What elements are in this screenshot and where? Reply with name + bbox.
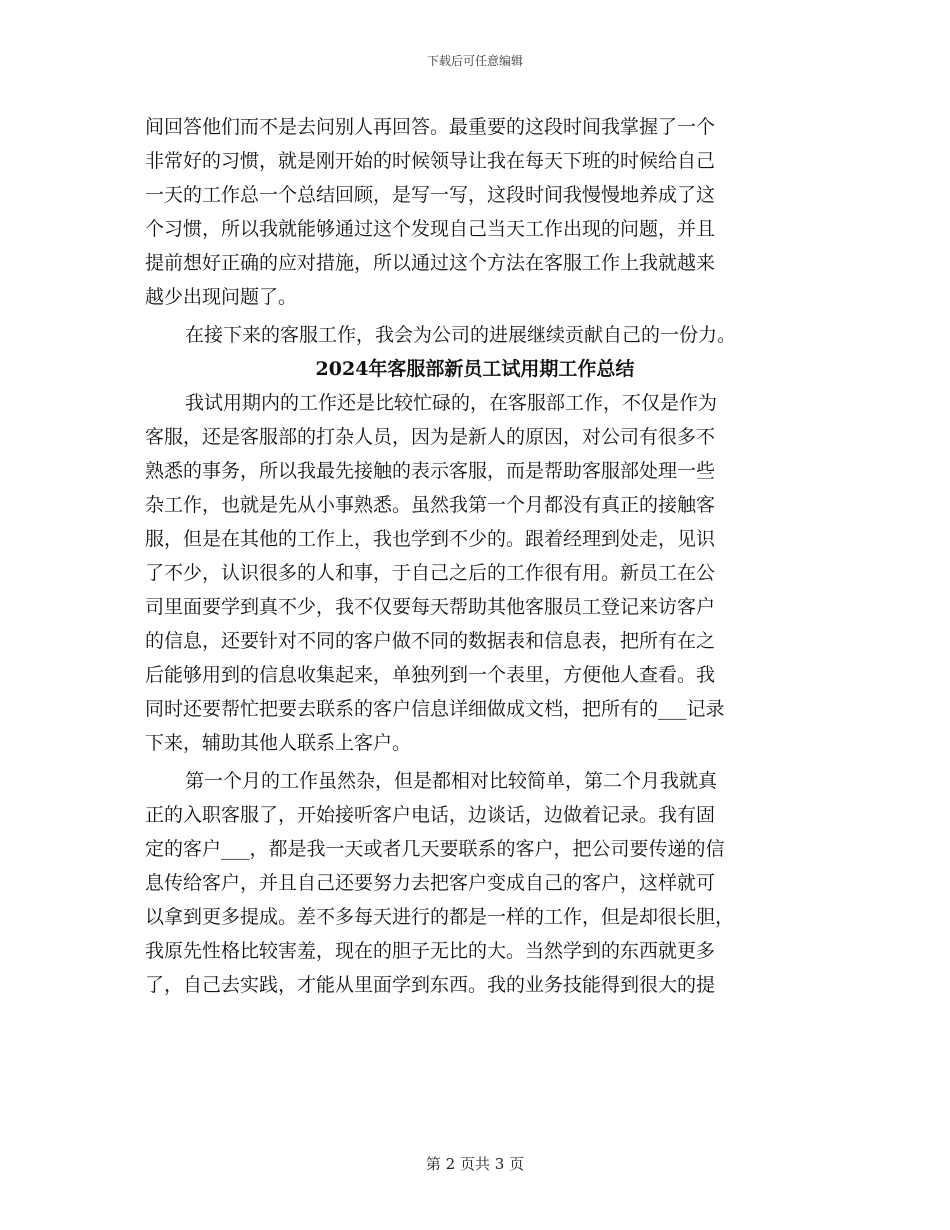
page-header: 下载后可任意编辑 (426, 54, 523, 68)
text-line: 了，自己去实践，才能从里面学到东西。我的业务技能得到很大的提 (145, 974, 716, 996)
text-line: 我试用期内的工作还是比较忙碌的，在客服部工作，不仅是作为 (185, 392, 718, 414)
document-body (0, 110, 950, 1002)
paragraph-4 (0, 764, 950, 1002)
text-line: 一天的工作总一个总结回顾，是写一写，这段时间我慢慢地养成了这 (145, 184, 716, 206)
text-line: 以拿到更多提成。差不多每天进行的都是一样的工作，但是却很长胆， (145, 906, 735, 928)
text-line: 同时还要帮忙把要去联系的客户信息详细做成文档，把所有的___记录 (145, 698, 725, 720)
text-line: 个习惯，所以我就能够通过这个发现自己当天工作出现的问题，并且 (145, 218, 716, 240)
text-line: 息传给客户，并且自己还要努力去把客户变成自己的客户，这样就可 (145, 872, 716, 894)
paragraph-3 (0, 386, 950, 760)
section-title: 2024年客服部新员工试用期工作总结 (315, 358, 635, 380)
text-line: 司里面要学到真不少，我不仅要每天帮助其他客服员工登记来访客户 (145, 596, 716, 618)
text-line: 在接下来的客服工作，我会为公司的进展继续贡献自己的一份力。 (185, 324, 737, 346)
text-line: 提前想好正确的应对措施，所以通过这个方法在客服工作上我就越来 (145, 252, 716, 274)
text-line: 客服，还是客服部的打杂人员，因为是新人的原因，对公司有很多不 (145, 426, 716, 448)
text-line: 杂工作，也就是先从小事熟悉。虽然我第一个月都没有真正的接触客 (145, 494, 716, 516)
text-line: 间回答他们而不是去问别人再回答。最重要的这段时间我掌握了一个 (145, 116, 716, 138)
text-line: 的信息，还要针对不同的客户做不同的数据表和信息表，把所有在之 (145, 630, 716, 652)
text-line: 我原先性格比较害羞，现在的胆子无比的大。当然学到的东西就更多 (145, 940, 716, 962)
text-line: 下来，辅助其他人联系上客户。 (145, 732, 412, 754)
paragraph-1 (0, 110, 950, 314)
text-line: 定的客户___，都是我一天或者几天要联系的客户，把公司要传递的信 (145, 838, 725, 860)
paragraph-2 (0, 318, 950, 352)
text-line: 服，但是在其他的工作上，我也学到不少的。跟着经理到处走，见识 (145, 528, 716, 550)
text-line: 第一个月的工作虽然杂，但是都相对比较简单，第二个月我就真 (185, 770, 718, 792)
text-line: 了不少，认识很多的人和事，于自己之后的工作很有用。新员工在公 (145, 562, 716, 584)
page-number-footer: 第 2 页共 3 页 (425, 1155, 525, 1173)
text-line: 后能够用到的信息收集起来，单独列到一个表里，方便他人查看。我 (145, 664, 716, 686)
text-line: 越少出现问题了。 (145, 286, 298, 308)
text-line: 非常好的习惯，就是刚开始的时候领导让我在每天下班的时候给自己 (145, 150, 716, 172)
text-line: 熟悉的事务，所以我最先接触的表示客服，而是帮助客服部处理一些 (145, 460, 716, 482)
text-line: 正的入职客服了，开始接听客户电话，边谈话，边做着记录。我有固 (145, 804, 716, 826)
